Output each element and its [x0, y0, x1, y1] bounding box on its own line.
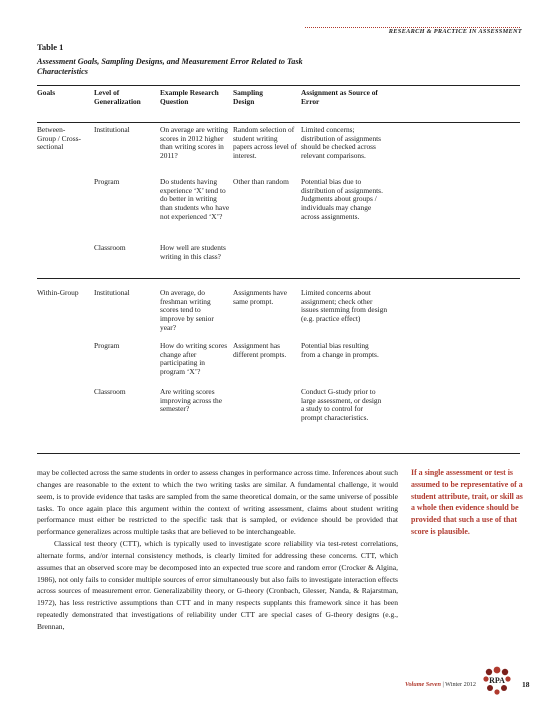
table-cell-sampling: Random selection of student writing papers across level of interest.: [233, 125, 297, 161]
table-caption: Assessment Goals, Sampling Designs, and Measurement Error Related to Task Characteristics: [37, 57, 303, 76]
table-header-rule: [37, 122, 520, 123]
footer-issue: [405, 681, 476, 688]
footer-volume: Volume Seven: [405, 681, 441, 688]
body-text: [37, 467, 398, 633]
column-header-error: Assignment as Source of Error: [301, 88, 378, 106]
table-cell-level: Program: [94, 177, 120, 186]
table-cell-level: Institutional: [94, 125, 130, 134]
table-cell-question: On average, do freshman writing scores tend to improve by senior year?: [160, 288, 214, 332]
table-cell-level: Program: [94, 341, 120, 350]
table-cell-error: Limited concerns about assignment; check other issues stemming from design (e.g. practice effect): [301, 288, 388, 324]
table-group-divider: [37, 278, 520, 279]
table-cell-sampling: Assignments have same prompt.: [233, 288, 287, 306]
column-header-sampling: Sampling Design: [233, 88, 263, 106]
running-head: RESEARCH & PRACTICE IN ASSESSMENT: [388, 28, 522, 35]
column-header-question: Example Research Question: [160, 88, 219, 106]
paragraph: may be collected across the same students in order to assess changes in performance across time. Inferences about such changes are reasonable to the extent to which the two writing tasks are similar. A fundamental challenge, it would seem, is to provide evidence that tasks are sampled from the same theoretical domain, or the same universe of possible tasks. To once again place this argument within the context of writing assessment, claims about student writing performance must either be restricted to the specific task that is sampled, or evidence should be provided that performance generalizes across multiple tasks that are believed to be interchangeable.: [37, 468, 398, 537]
table-label: Table 1: [37, 42, 64, 52]
table-cell-question: Are writing scores improving across the semester?: [160, 387, 222, 414]
table-cell-sampling: Assignment has different prompts.: [233, 341, 287, 359]
column-header-goals: Goals: [37, 88, 56, 97]
page-number: 18: [522, 680, 530, 689]
logo-text: RPA: [489, 676, 505, 685]
table-cell-level: Institutional: [94, 288, 130, 297]
table-cell-error: Potential bias resulting from a change in prompts.: [301, 341, 379, 359]
table-cell-level: Classroom: [94, 243, 126, 252]
column-header-level: Level of Generalization: [94, 88, 141, 106]
table-cell-question: How do writing scores change after participating in program ‘X’?: [160, 341, 228, 377]
table-cell-sampling: Other than random: [233, 177, 289, 186]
table-cell-error: Conduct G-study prior to large assessment, or design a study to control for prompt characteristics.: [301, 387, 382, 423]
table-cell-question: Do students having experience ‘X’ tend to do better in writing than students who have not experienced ‘X’?: [160, 177, 230, 221]
table-cell-goal: Within-Group: [37, 288, 79, 297]
table-top-rule: [37, 85, 520, 86]
table-bottom-rule: [37, 453, 520, 454]
table-cell-question: How well are students writing in this class?: [160, 243, 226, 261]
table-cell-question: On average are writing scores in 2012 higher than writing scores in 2011?: [160, 125, 228, 161]
footer-season: | Winter 2012: [440, 681, 476, 688]
pull-quote: If a single assessment or test is assumed to be representative of a student attribute, trait, or skill as a whole then evidence should be provided that such a use of that score is plausible.: [411, 468, 523, 536]
paragraph: Classical test theory (CTT), which is typically used to investigate score reliability via test-retest correlations, alternate forms, and/or internal consistency methods, is clearly limited for addressing these concerns. CTT, which assumes that an observed score may be decomposed into an expected true score and random error (Crocker & Algina, 1986), not only fails to consider multiple sources of error simultaneously but also fails to investigate interaction effects across sources of measurement error. Generalizability theory, or G-theory (Cronbach, Glesser, Nanda, & Rajarstman, 1972), has less restrictive assumptions than CTT and in many respects supplants this framework since it has been repeatedly demonstrated that investigations of reliability under CTT are special cases of G-theory designs (e.g., Brennan,: [37, 539, 398, 631]
table-cell-level: Classroom: [94, 387, 126, 396]
table-cell-error: Potential bias due to distribution of assignments. Judgments about groups / individuals may change across assignments.: [301, 177, 383, 221]
rpa-logo-icon: [481, 666, 513, 696]
table-cell-goal: Between-Group / Cross-sectional: [37, 125, 81, 152]
table-cell-error: Limited concerns; distribution of assignments should be checked across relevant comparisons.: [301, 125, 382, 161]
